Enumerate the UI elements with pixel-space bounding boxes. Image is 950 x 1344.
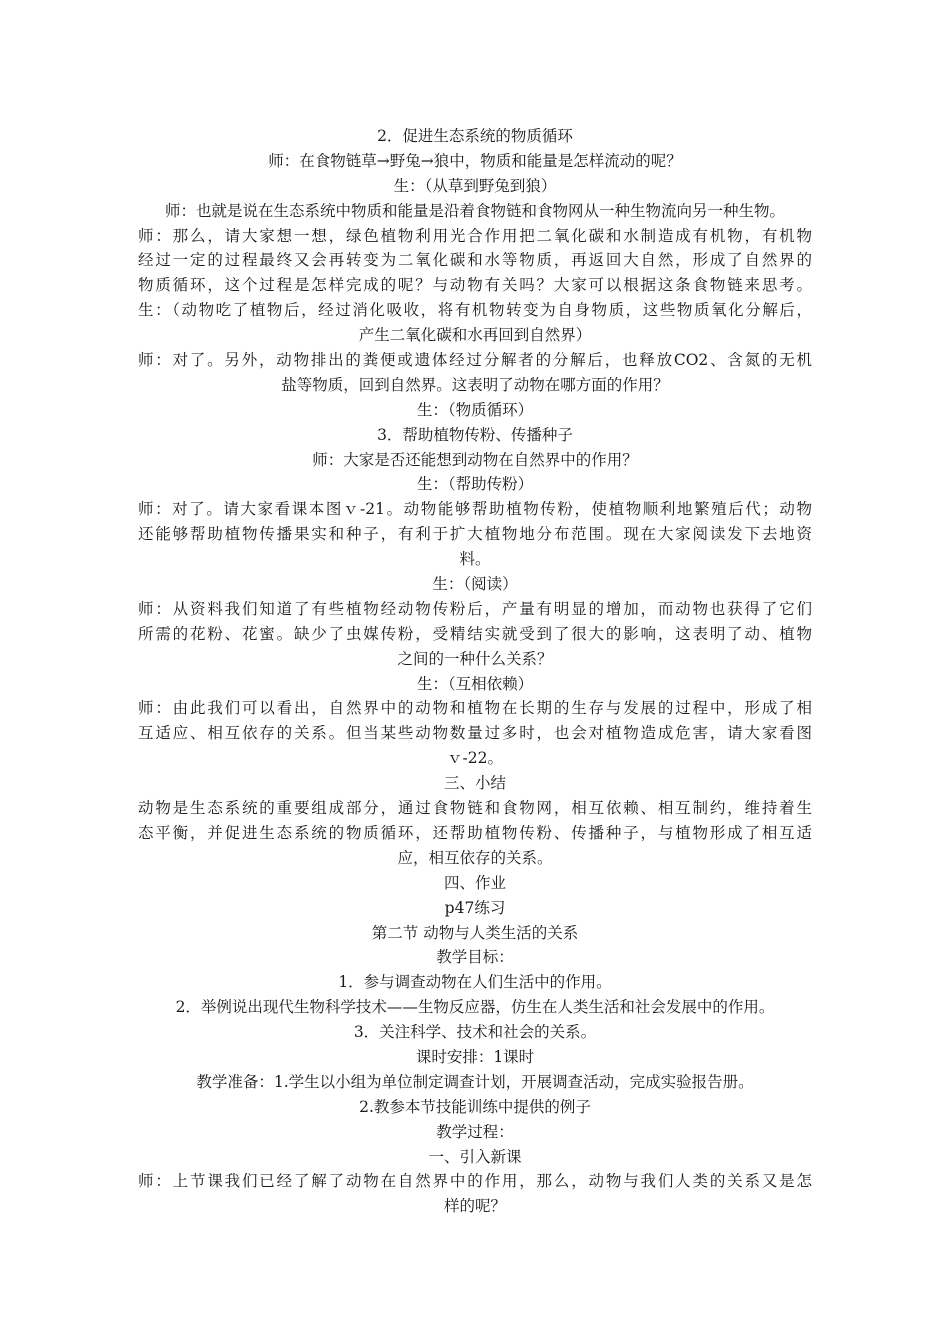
text-line: 课时安排：1课时: [415, 1047, 535, 1066]
text-line: 料。: [459, 550, 491, 569]
text-line: 3．关注科学、技术和社会的关系。: [353, 1023, 597, 1042]
text-line: 2.教参本节技能训练中提供的例子: [359, 1097, 591, 1116]
text-line: 物质循环，这个过程是怎样完成的呢？与动物有关吗？大家可以根据这条食物链来思考。: [138, 276, 812, 295]
text-line: 生：（从草到野兔到狼）: [393, 176, 557, 195]
text-line: 师：从资料我们知道了有些植物经动物传粉后，产量有明显的增加，而动物也获得了它们: [138, 599, 812, 618]
text-line: 产生二氧化碳和水再回到自然界）: [358, 326, 592, 345]
text-line: p47练习: [444, 898, 506, 917]
text-line: 师：由此我们可以看出，自然界中的动物和植物在长期的生存与发展的过程中，形成了相: [138, 699, 812, 718]
text-line: 盐等物质，回到自然界。这表明了动物在哪方面的作用？: [281, 375, 669, 394]
text-line: 生：（互相依赖）: [416, 674, 534, 693]
text-line: 教学目标：: [436, 948, 514, 967]
text-line: 1．参与调查动物在人们生活中的作用。: [338, 973, 612, 992]
text-line: 师：对了。另外，动物排出的粪便或遗体经过分解者的分解后，也释放CO2、含氮的无机: [138, 351, 812, 370]
text-line: 师：对了。请大家看课本图ｖ-21。动物能够帮助植物传粉，使植物顺利地繁殖后代；动物: [138, 500, 812, 519]
text-line: 师：大家是否还能想到动物在自然界中的作用？: [312, 450, 638, 469]
text-line: 教学过程：: [436, 1122, 514, 1141]
text-line: 生：（物质循环）: [416, 400, 534, 419]
text-line: 师：那么，请大家想一想，绿色植物利用光合作用把二氧化碳和水制造成有机物，有机物: [138, 226, 812, 245]
text-line: 2．促进生态系统的物质循环: [377, 127, 573, 145]
text-line: 生：（阅读）: [432, 575, 518, 594]
text-line: 样的呢？: [443, 1197, 506, 1216]
text-line: 经过一定的过程最终又会再转变为二氧化碳和水等物质，再返回大自然，形成了自然界的: [138, 251, 812, 270]
text-line: 还能够帮助植物传播果实和种子，有利于扩大植物地分布范围。现在大家阅读发下去地资: [138, 525, 812, 544]
text-line: 师：上节课我们已经了解了动物在自然界中的作用，那么，动物与我们人类的关系又是怎: [138, 1172, 812, 1191]
text-line: 2．举例说出现代生物科学技术——生物反应器，仿生在人类生活和社会发展中的作用。: [175, 998, 775, 1017]
document-body: [138, 124, 812, 1219]
text-line: 3．帮助植物传粉、传播种子: [377, 425, 573, 444]
text-line: 第二节 动物与人类生活的关系: [371, 923, 579, 942]
text-line: 四、作业: [443, 873, 506, 892]
text-line: 生：（动物吃了植物后，经过消化吸收，将有机物转变为自身物质，这些物质氧化分解后，: [138, 301, 812, 320]
text-line: 所需的花粉、花蜜。缺少了虫媒传粉，受精结实就受到了很大的影响，这表明了动、植物: [138, 624, 812, 643]
text-line: 师：也就是说在生态系统中物质和能量是沿着食物链和食物网从一种生物流向另一种生物。: [164, 201, 785, 220]
text-line: 师：在食物链草→野兔→狼中，物质和能量是怎样流动的呢？: [268, 151, 682, 170]
text-line: 互适应、相互依存的关系。但当某些动物数量过多时，也会对植物造成危害，请大家看图: [138, 724, 812, 743]
text-line: 态平衡，并促进生态系统的物质循环，还帮助植物传粉、传播种子，与植物形成了相互适: [138, 823, 812, 842]
text-line: 之间的一种什么关系？: [397, 649, 553, 668]
text-line: 教学准备：1.学生以小组为单位制定调查计划，开展调查活动，完成实验报告册。: [196, 1072, 754, 1091]
text-line: 生：（帮助传粉）: [416, 475, 534, 494]
text-line: 三、小结: [443, 774, 506, 793]
text-line: ｖ-22。: [447, 749, 503, 768]
text-line: 一、引入新课: [428, 1147, 522, 1166]
text-line: 应，相互依存的关系。: [397, 848, 553, 867]
text-line: 动物是生态系统的重要组成部分，通过食物链和食物网，相互依赖、相互制约，维持着生: [138, 799, 812, 818]
